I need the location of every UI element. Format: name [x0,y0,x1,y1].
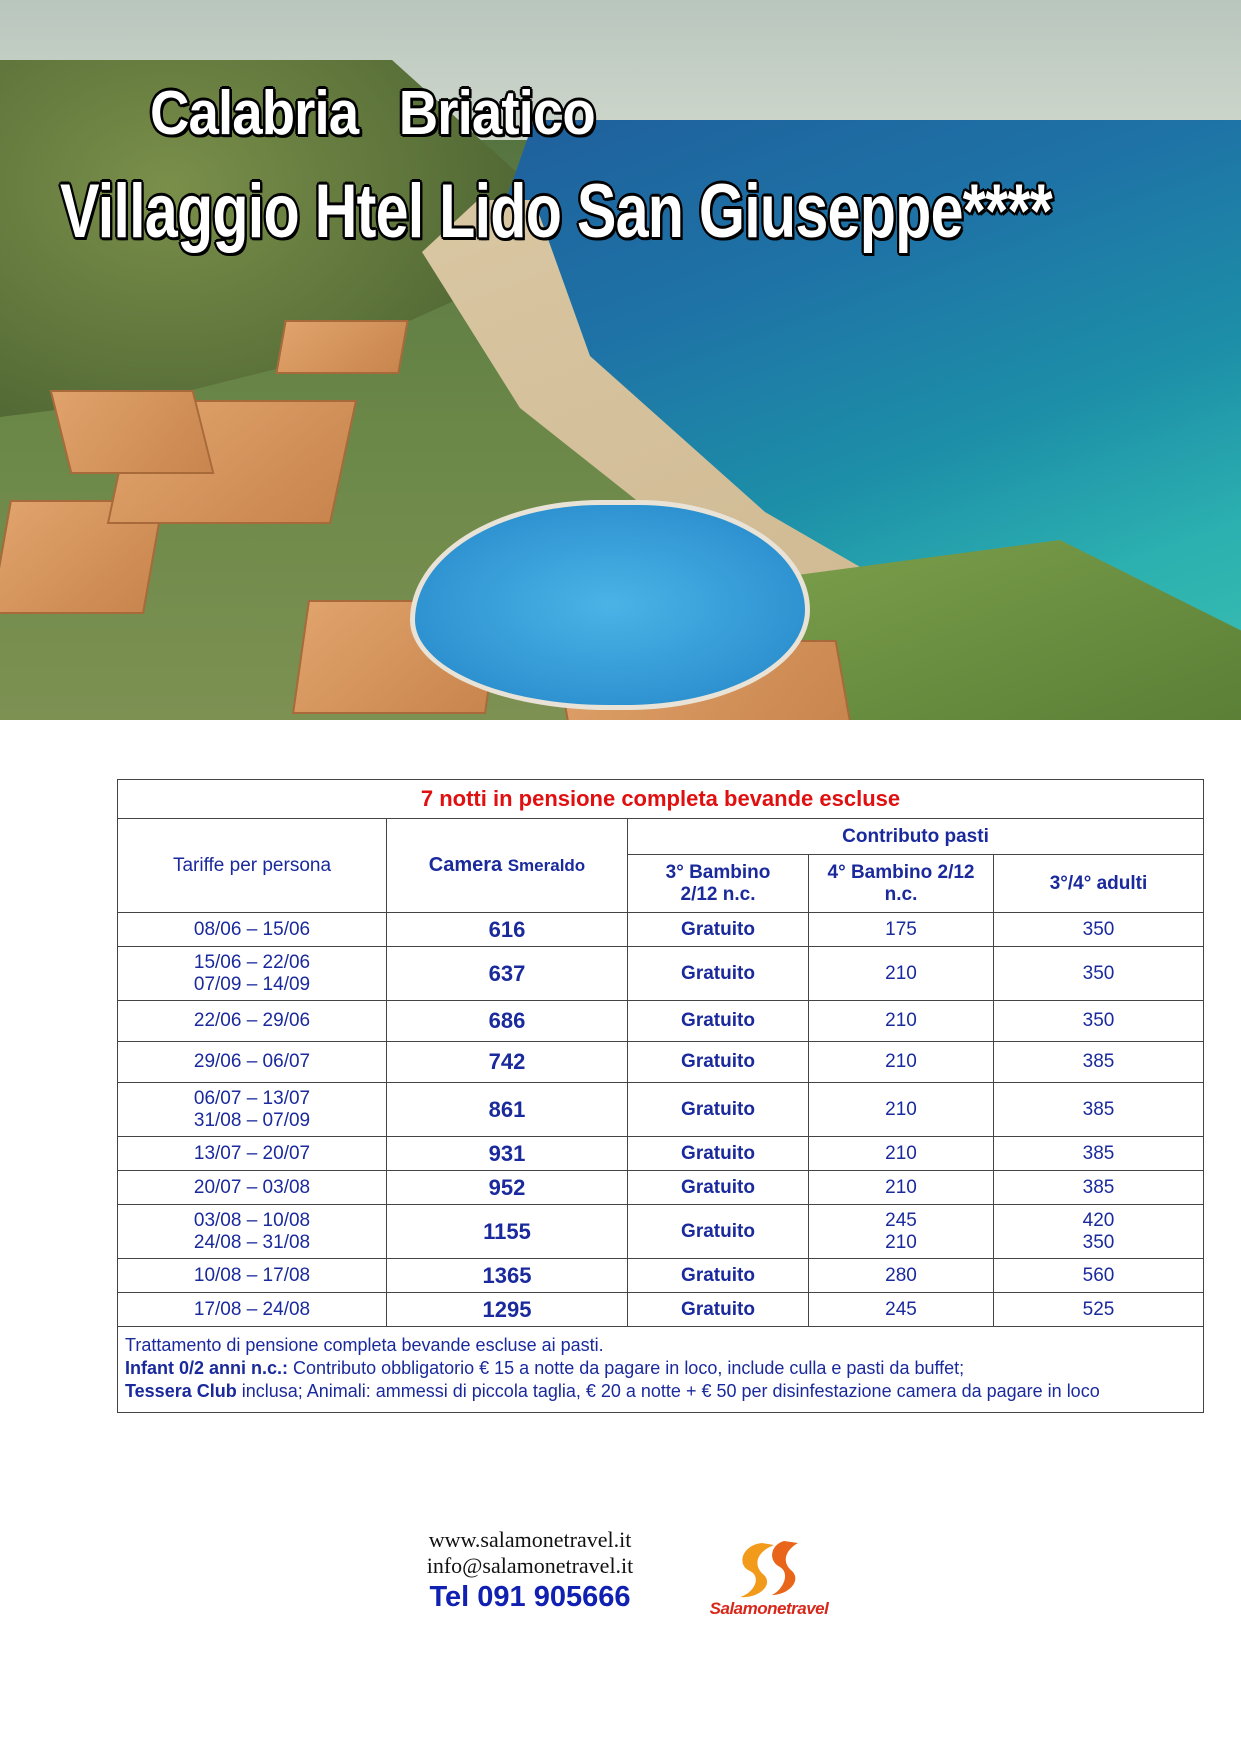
cell-price-value: 861 [488,1096,526,1122]
cell-price-value: 637 [488,960,526,986]
title-region: Calabria [150,79,359,148]
cell-period [118,913,387,947]
hero-title [0,0,1241,300]
hero-roof [275,320,409,374]
col-header-room [387,819,628,913]
cell-child3-value: Gratuito [681,1264,755,1286]
cell-adults [994,1293,1204,1327]
cell-period [118,1293,387,1327]
cell-adults-value: 385 [1082,1051,1115,1072]
col-header-room-label: Camera [428,854,508,876]
cell-adults [994,1083,1204,1137]
cell-price [387,1042,628,1083]
cell-child3-value: Gratuito [681,1010,755,1031]
salamone-travel-logo [684,1535,854,1625]
cell-price-value: 931 [488,1140,526,1166]
cell-child4-value: 210 [885,1010,917,1031]
cell-child3-value: Gratuito [681,1298,755,1320]
cell-child4 [809,913,994,947]
cell-child3-value: Gratuito [681,1098,755,1120]
table-row [118,1259,1204,1293]
cell-child3 [628,1293,809,1327]
price-table-wrapper [117,779,1203,1413]
cell-child4 [809,1259,994,1293]
logo-mark-icon [684,1535,854,1605]
title-town: Briatico [398,79,595,148]
cell-child4 [809,1083,994,1137]
notes-club-text: inclusa; Animali: ammessi di piccola taglia, € 20 a notte + € 50 per disinfestazione camera da pagare in loco [236,1381,1100,1401]
contacts [360,1527,700,1615]
website-link[interactable]: www.salamonetravel.it [428,1527,632,1552]
table-row [118,1083,1204,1137]
cell-period [118,1083,387,1137]
cell-adults [994,947,1204,1001]
table-title: 7 notti in pensione completa bevande escluse [118,780,1204,819]
cell-child3 [628,1171,809,1205]
email-link[interactable]: info@salamonetravel.it [426,1553,634,1578]
col-header-room-type: Smeraldo [507,856,586,875]
cell-price [387,947,628,1001]
cell-adults [994,1042,1204,1083]
cell-child4 [809,1042,994,1083]
cell-period [118,1205,387,1259]
cell-period-value: 29/06 – 06/07 [193,1051,311,1072]
cell-price-value: 1155 [483,1218,531,1244]
price-table [117,779,1204,1413]
cell-period-value: 17/08 – 24/08 [193,1298,311,1320]
cell-price [387,1259,628,1293]
cell-child3 [628,1001,809,1042]
cell-period [118,1137,387,1171]
cell-price-value: 742 [488,1049,526,1074]
cell-period [118,1001,387,1042]
cell-period-value: 20/07 – 03/08 [193,1176,311,1198]
col-header-period: Tariffe per persona [118,819,387,913]
col-header-child4 [809,855,994,913]
cell-adults [994,1137,1204,1171]
cell-child3 [628,1083,809,1137]
table-row [118,947,1204,1001]
cell-period [118,1042,387,1083]
cell-price [387,1293,628,1327]
cell-child3 [628,947,809,1001]
cell-child4-value: 210 [885,1098,917,1120]
hero-pool [410,500,810,710]
price-rows [118,913,1204,1327]
cell-period-value: 15/06 – 22/06 [193,951,311,973]
cell-period-value: 06/07 – 13/07 [193,1087,311,1109]
cell-price-value: 952 [488,1174,526,1200]
cell-child3-value: Gratuito [681,1051,755,1072]
col-header-child3-line2: 2/12 n.c. [680,883,756,905]
table-row [118,913,1204,947]
table-row [118,1042,1204,1083]
notes-infant [125,1357,1196,1380]
hero-roof [50,390,215,474]
notes-club-label: Tessera Club [125,1381,237,1401]
cell-child4-value: 245 [885,1298,917,1320]
cell-period-value: 24/08 – 31/08 [193,1231,311,1253]
table-row [118,1293,1204,1327]
cell-adults-value: 350 [1082,1231,1115,1253]
table-row [118,1171,1204,1205]
cell-adults-value: 350 [1082,962,1115,984]
cell-child4-value: 245 [885,1209,917,1231]
cell-period-value: 13/07 – 20/07 [193,1142,311,1164]
cell-period-value: 08/06 – 15/06 [193,918,311,940]
cell-price-value: 686 [488,1008,526,1033]
table-row [118,1001,1204,1042]
cell-child3-value: Gratuito [681,1220,755,1242]
cell-adults [994,1001,1204,1042]
cell-period [118,1259,387,1293]
table-row [118,1137,1204,1171]
cell-price [387,1001,628,1042]
cell-child3 [628,1042,809,1083]
cell-child4 [809,1293,994,1327]
cell-child4-value: 210 [885,1176,917,1198]
cell-adults-value: 385 [1082,1098,1115,1120]
cell-adults [994,913,1204,947]
notes-club [125,1380,1196,1403]
cell-adults-value: 385 [1082,1176,1115,1198]
cell-adults-value: 385 [1082,1142,1115,1164]
col-header-meal-contribution: Contributo pasti [628,819,1204,855]
cell-child4 [809,1137,994,1171]
col-header-child3-line1: 3° Bambino [665,861,771,883]
logo-brand-text: Salamonetravel [709,1599,829,1618]
cell-child4 [809,1171,994,1205]
cell-adults-value: 350 [1082,918,1115,940]
cell-child4-value: 280 [885,1264,917,1286]
cell-child4 [809,1001,994,1042]
cell-adults [994,1259,1204,1293]
cell-child4-value: 210 [885,1142,917,1164]
cell-adults [994,1205,1204,1259]
cell-child4-value: 210 [885,1231,917,1253]
notes-infant-label: Infant 0/2 anni n.c.: [125,1358,289,1378]
cell-child3 [628,1205,809,1259]
hero-title-line1 [150,78,595,149]
cell-child4-value: 210 [885,1051,917,1072]
cell-child3 [628,1259,809,1293]
cell-adults-value: 525 [1082,1298,1115,1320]
col-header-adults: 3°/4° adulti [994,855,1204,913]
cell-period [118,1171,387,1205]
cell-child3-value: Gratuito [681,918,755,940]
cell-price-value: 1365 [482,1262,532,1288]
phone-number[interactable]: Tel 091 905666 [429,1581,631,1613]
cell-period-value: 10/08 – 17/08 [193,1264,311,1286]
cell-price-value: 616 [488,916,526,942]
table-row [118,1205,1204,1259]
cell-child3-value: Gratuito [681,1142,755,1164]
cell-period-value: 22/06 – 29/06 [193,1010,311,1031]
cell-child4 [809,1205,994,1259]
cell-child4-value: 210 [885,962,917,984]
col-header-child3 [628,855,809,913]
cell-adults-value: 560 [1082,1264,1115,1286]
cell-price [387,1171,628,1205]
hero-photo [0,0,1241,720]
cell-price [387,1205,628,1259]
cell-price [387,913,628,947]
cell-child4-value: 175 [885,918,917,940]
cell-child3-value: Gratuito [681,1176,755,1198]
cell-period [118,947,387,1001]
cell-period-value: 03/08 – 10/08 [193,1209,311,1231]
notes-board: Trattamento di pensione completa bevande escluse ai pasti. [125,1335,604,1355]
cell-price [387,1137,628,1171]
notes-infant-text: Contributo obbligatorio € 15 a notte da pagare in loco, include culla e pasti da buffet; [288,1358,965,1378]
cell-period-value: 07/09 – 14/09 [193,973,311,995]
hero-title-line2: Villaggio Htel Lido San Giuseppe**** [60,169,1052,254]
col-header-child4-line2: n.c. [884,883,918,905]
cell-adults [994,1171,1204,1205]
cell-adults-value: 420 [1082,1209,1115,1231]
cell-period-value: 31/08 – 07/09 [193,1109,311,1131]
cell-adults-value: 350 [1082,1010,1115,1031]
cell-child3-value: Gratuito [681,962,755,984]
cell-price-value: 1295 [482,1296,532,1322]
cell-child4 [809,947,994,1001]
cell-price [387,1083,628,1137]
cell-child3 [628,913,809,947]
cell-child3 [628,1137,809,1171]
col-header-child4-line1: 4° Bambino 2/12 [827,861,975,883]
table-notes [118,1327,1204,1413]
